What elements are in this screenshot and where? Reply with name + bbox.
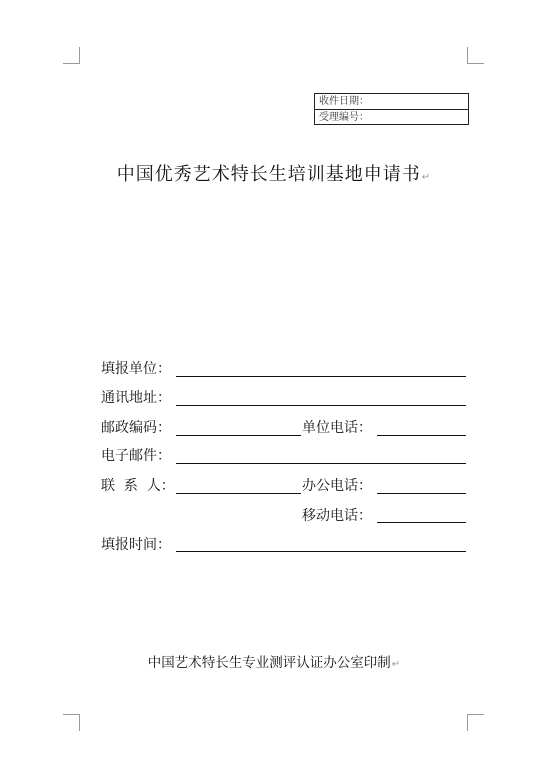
mobile-phone-line[interactable] [377,522,466,523]
address-line[interactable] [176,405,466,406]
corner-mark-top-right [467,47,484,64]
corner-mark-top-left [63,47,80,64]
email-line[interactable] [176,463,466,464]
mobile-phone-label: 移动电话： [302,508,372,524]
office-phone-label: 办公电话： [302,478,372,494]
corner-mark-bottom-left [63,714,80,731]
unit-phone-label: 单位电话： [302,420,372,436]
filling-unit-label: 填报单位： [101,361,171,377]
document-title-text: 中国优秀艺术特长生培训基地申请书 [116,164,421,185]
accept-number-label: 受理编号： [315,109,468,125]
document-title [0,160,548,186]
unit-phone-line[interactable] [377,435,466,436]
contact-person-line[interactable] [176,493,301,494]
paragraph-mark-icon: ↵ [421,172,432,183]
office-phone-line[interactable] [377,493,466,494]
filling-unit-line[interactable] [176,376,466,377]
postal-code-label: 邮政编码： [101,420,171,436]
address-label: 通讯地址： [101,390,171,406]
receive-date-label: 收件日期： [319,96,369,107]
footer-printer [0,651,548,671]
corner-mark-bottom-right [467,714,484,731]
filling-time-label: 填报时间： [101,537,171,553]
filling-time-line[interactable] [176,551,466,552]
receipt-info-box [314,93,469,125]
contact-person-label: 联 系 人： [101,478,175,494]
footer-text: 中国艺术特长生专业测评认证办公室印制 [147,655,391,671]
email-label: 电子邮件： [101,448,171,464]
postal-code-line[interactable] [176,435,301,436]
paragraph-mark-icon: ↵ [391,659,401,670]
